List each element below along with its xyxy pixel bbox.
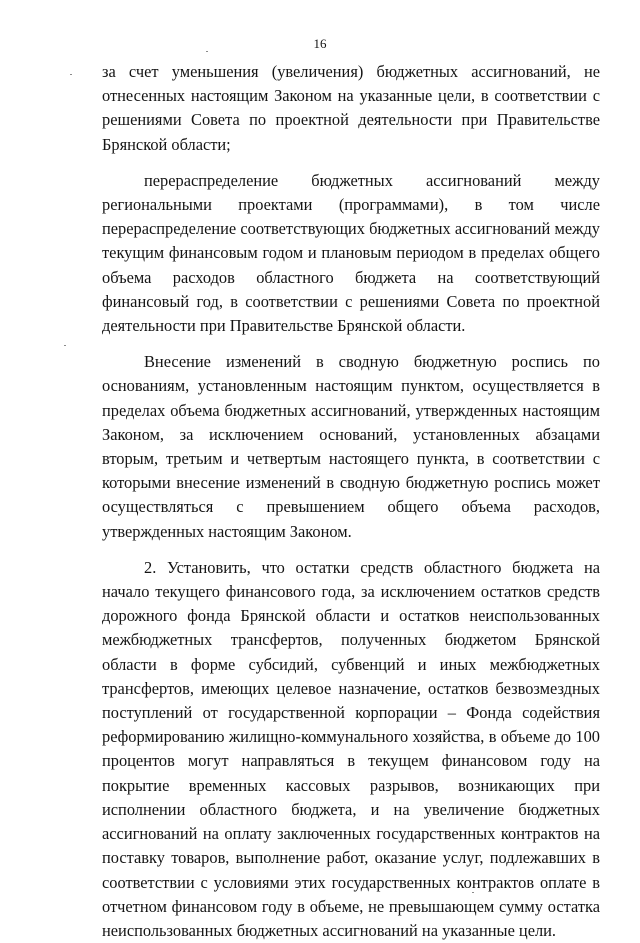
scan-speck bbox=[206, 51, 208, 52]
page-number: 16 bbox=[313, 36, 327, 51]
scan-speck bbox=[70, 74, 72, 75]
document-body bbox=[102, 60, 600, 943]
paragraph-continuation: за счет уменьшения (увеличения) бюджетных ассигнований, не отнесенных настоящим Законом на указанные цели, в соответствии с решениями Совета по проектной деятельности при Правительстве Брянской области; bbox=[102, 62, 600, 154]
paragraph-reallocation: перераспределение бюджетных ассигнований между региональными проектами (программами), в том числе перераспределение соответствующих бюджетных ассигнований между текущим финансовым годом и плановым периодом в пределах общего объема расходов областного бюджета на соответствующий финансовый год, в соответствии с решениями Совета по проектной деятельности при Правительстве Брянской области. bbox=[102, 170, 600, 336]
paragraph-amendments: Внесение изменений в сводную бюджетную роспись по основаниям, установленным настоящим пунктом, осуществляется в пределах объема бюджетных ассигнований, утвержденных настоящим Законом, за исключением оснований, установленных абзацами вторым, третьим и четвертым настоящего пункта, в соответствии с которыми внесение изменений в сводную бюджетную роспись может осуществляться с превышением общего объема расходов, утвержденных настоящим Законом. bbox=[102, 352, 600, 541]
scan-speck bbox=[64, 345, 66, 346]
paragraph-item-2: 2. Установить, что остатки средств областного бюджета на начало текущего финансового года, за исключением остатков средств дорожного фонда Брянской области и остатков неиспользованных межбюджетных трансфертов, полученных бюджетом Брянской области в форме субсидий, субвенций и иных межбюджетных трансфертов, имеющих целевое назначение, остатков безвозмездных поступлений от государственной корпорации – Фонда содействия реформированию жилищно-коммунального хозяйства, в объеме до 100 процентов могут направляться в текущем финансовом году на покрытие временных кассовых разрывов, возникающих при исполнении областного бюджета, и на увеличение бюджетных ассигнований на оплату заключенных государственных контрактов на поставку товаров, выполнение работ, оказание услуг, подлежавших в соответствии с условиями этих государственных контрактов оплате в отчетном финансовом году в объеме, не превышающем сумму остатка неиспользованных бюджетных ассигнований на указанные цели. bbox=[102, 557, 600, 940]
scan-speck bbox=[472, 892, 474, 893]
